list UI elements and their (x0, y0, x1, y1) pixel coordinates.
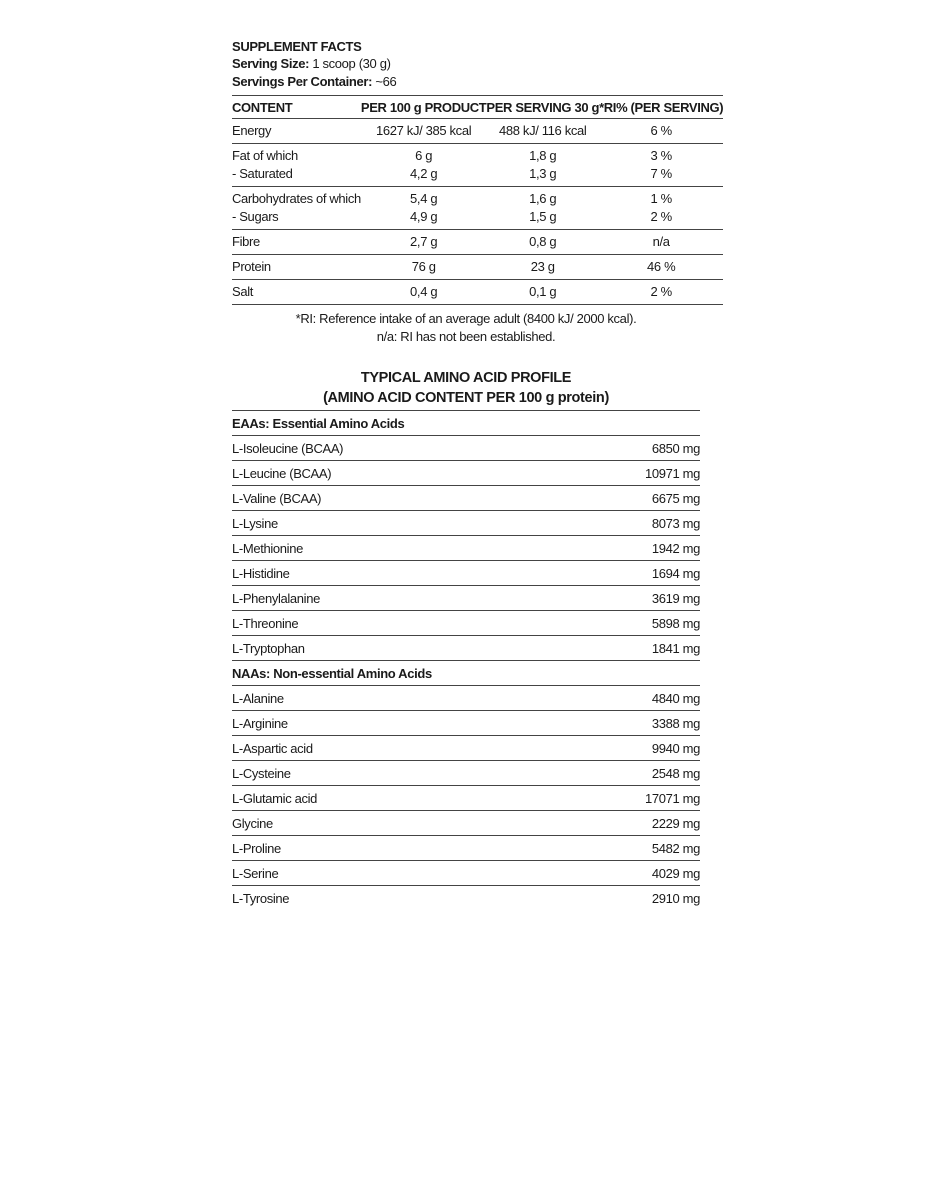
amino-title-line1: TYPICAL AMINO ACID PROFILE (360, 370, 572, 386)
amino-acid-value: 10971 mg (644, 465, 700, 481)
amino-acid-row (232, 761, 700, 786)
amino-acid-row (232, 861, 700, 886)
nutrition-cell (232, 230, 361, 255)
nutrition-cell (599, 230, 723, 255)
nutrient-value: 6 g (415, 148, 433, 163)
nutrient-value: 1627 kJ/ 385 kcal (376, 123, 472, 138)
supplement-facts-label (232, 38, 724, 910)
nutrient-value: n/a (652, 234, 670, 249)
nutrition-cell (361, 144, 487, 187)
nutrition-cell (232, 255, 361, 280)
nutrient-name: Carbohydrates of which (232, 191, 361, 206)
servings-per-container-label: Servings Per Container: (232, 74, 373, 89)
amino-acid-value: 6675 mg (651, 490, 700, 506)
amino-acid-name: L-Isoleucine (BCAA) (232, 440, 344, 456)
amino-acid-value: 17071 mg (644, 790, 700, 806)
amino-acid-row (232, 461, 700, 486)
nutrition-cell (232, 187, 361, 230)
amino-acid-row (232, 561, 700, 586)
amino-acid-row (232, 586, 700, 611)
nutrient-value: 1,5 g (529, 209, 557, 224)
amino-acid-row (232, 736, 700, 761)
nutrition-cell (486, 187, 599, 230)
column-header: CONTENT (232, 96, 361, 119)
nutrition-cell (599, 187, 723, 230)
amino-section-heading (232, 411, 700, 436)
nutrition-row (232, 280, 723, 305)
nutrient-value: 2 % (650, 284, 672, 299)
amino-acid-value: 2548 mg (651, 765, 700, 781)
amino-acid-name: L-Tryptophan (232, 640, 305, 656)
amino-acid-row (232, 836, 700, 861)
nutrition-cell (599, 280, 723, 305)
nutrition-cell (599, 255, 723, 280)
amino-acid-name: L-Lysine (232, 515, 278, 531)
amino-acid-name: L-Glutamic acid (232, 790, 318, 806)
amino-acid-name: L-Alanine (232, 690, 284, 706)
nutrient-value: 76 g (411, 259, 436, 274)
nutrition-cell (361, 280, 487, 305)
nutrient-value: 1,8 g (529, 148, 557, 163)
footnote-ri: *RI: Reference intake of an average adult (8400 kJ/ 2000 kcal). (295, 311, 637, 326)
nutrient-name: Fibre (232, 234, 260, 249)
servings-per-container-line (232, 73, 700, 91)
amino-acid-name: L-Tyrosine (232, 890, 290, 906)
nutrition-cell (486, 230, 599, 255)
amino-acid-value: 8073 mg (651, 515, 700, 531)
amino-acid-row (232, 686, 700, 711)
nutrient-value: 7 % (650, 166, 672, 181)
amino-acid-row (232, 486, 700, 511)
amino-acid-value: 1841 mg (651, 640, 700, 656)
nutrient-value: 1 % (650, 191, 672, 206)
nutrition-cell (486, 119, 599, 144)
footnote (232, 310, 700, 346)
amino-acid-value: 2910 mg (651, 890, 700, 906)
nutrition-row (232, 255, 723, 280)
amino-acid-name: L-Cysteine (232, 765, 291, 781)
amino-acid-name: L-Serine (232, 865, 279, 881)
nutrient-name: Protein (232, 259, 271, 274)
amino-acid-row (232, 611, 700, 636)
nutrient-name: Salt (232, 284, 254, 299)
amino-acid-row (232, 811, 700, 836)
nutrition-cell (486, 280, 599, 305)
amino-acid-name: L-Arginine (232, 715, 288, 731)
nutrient-value: 3 % (650, 148, 672, 163)
nutrient-value: 46 % (647, 259, 676, 274)
nutrient-value: 5,4 g (410, 191, 438, 206)
nutrition-cell (486, 144, 599, 187)
amino-acid-value: 1694 mg (651, 565, 700, 581)
nutrient-value: 2,7 g (410, 234, 438, 249)
amino-acid-value: 3619 mg (651, 590, 700, 606)
nutrient-value: 2 % (650, 209, 672, 224)
nutrition-cell (599, 119, 723, 144)
nutrient-value: 0,1 g (529, 284, 557, 299)
section-heading-text: NAAs: Non-essential Amino Acids (232, 665, 432, 681)
nutrient-value: 0,4 g (410, 284, 438, 299)
amino-profile-title (232, 368, 700, 408)
amino-acid-row (232, 786, 700, 811)
amino-acid-row (232, 511, 700, 536)
amino-acid-row (232, 886, 700, 910)
amino-acid-row (232, 711, 700, 736)
amino-acid-row (232, 436, 700, 461)
nutrient-name: Energy (232, 123, 272, 138)
nutrient-name: Fat of which (232, 148, 298, 163)
servings-per-container-value: ~66 (375, 74, 397, 89)
nutrition-row (232, 187, 723, 230)
nutrient-value: 23 g (530, 259, 555, 274)
nutrition-cell (232, 280, 361, 305)
amino-acid-value: 4840 mg (651, 690, 700, 706)
nutrient-value: 6 % (650, 123, 672, 138)
amino-title-line2: (AMINO ACID CONTENT PER 100 g protein) (323, 390, 609, 406)
amino-acid-value: 2229 mg (651, 815, 700, 831)
nutrient-value: 1,3 g (529, 166, 557, 181)
amino-acid-value: 3388 mg (651, 715, 700, 731)
amino-acid-value: 5898 mg (651, 615, 700, 631)
amino-section-heading (232, 661, 700, 686)
nutrition-row (232, 119, 723, 144)
nutrition-row (232, 230, 723, 255)
serving-size-label: Serving Size: (232, 56, 310, 71)
serving-size-value: 1 scoop (30 g) (312, 56, 391, 71)
amino-acid-name: L-Histidine (232, 565, 290, 581)
column-header: PER 100 g PRODUCT (361, 96, 487, 119)
amino-acid-name: L-Leucine (BCAA) (232, 465, 332, 481)
amino-acid-value: 5482 mg (651, 840, 700, 856)
amino-acid-row (232, 536, 700, 561)
column-header: *RI% (PER SERVING) (599, 96, 723, 119)
section-heading-text: EAAs: Essential Amino Acids (232, 415, 405, 431)
amino-acid-list (232, 410, 700, 910)
nutrition-row (232, 144, 723, 187)
nutrition-cell (361, 119, 487, 144)
nutrition-cell (361, 230, 487, 255)
nutrient-name: - Saturated (232, 166, 293, 181)
nutrient-value: 488 kJ/ 116 kcal (499, 123, 587, 138)
nutrition-cell (599, 144, 723, 187)
amino-acid-value: 1942 mg (651, 540, 700, 556)
label-title: SUPPLEMENT FACTS (232, 39, 362, 54)
amino-acid-name: L-Phenylalanine (232, 590, 320, 606)
nutrient-value: 4,2 g (410, 166, 438, 181)
nutrition-table (232, 95, 723, 305)
amino-acid-row (232, 636, 700, 661)
nutrition-cell (232, 144, 361, 187)
nutrition-cell (232, 119, 361, 144)
nutrition-cell (486, 255, 599, 280)
footnote-na: n/a: RI has not been established. (376, 329, 556, 344)
amino-acid-name: L-Methionine (232, 540, 303, 556)
amino-acid-name: L-Valine (BCAA) (232, 490, 322, 506)
amino-acid-name: L-Aspartic acid (232, 740, 313, 756)
nutrient-name: - Sugars (232, 209, 279, 224)
nutrition-cell (361, 187, 487, 230)
nutrient-value: 0,8 g (529, 234, 557, 249)
amino-acid-name: L-Threonine (232, 615, 299, 631)
amino-acid-value: 6850 mg (651, 440, 700, 456)
amino-acid-name: Glycine (232, 815, 273, 831)
amino-acid-value: 9940 mg (651, 740, 700, 756)
nutrition-header-row (232, 96, 723, 119)
nutrient-value: 1,6 g (529, 191, 557, 206)
amino-acid-value: 4029 mg (651, 865, 700, 881)
amino-acid-name: L-Proline (232, 840, 281, 856)
serving-size-line (232, 55, 700, 73)
nutrient-value: 4,9 g (410, 209, 438, 224)
column-header: PER SERVING 30 g (486, 96, 599, 119)
nutrition-cell (361, 255, 487, 280)
